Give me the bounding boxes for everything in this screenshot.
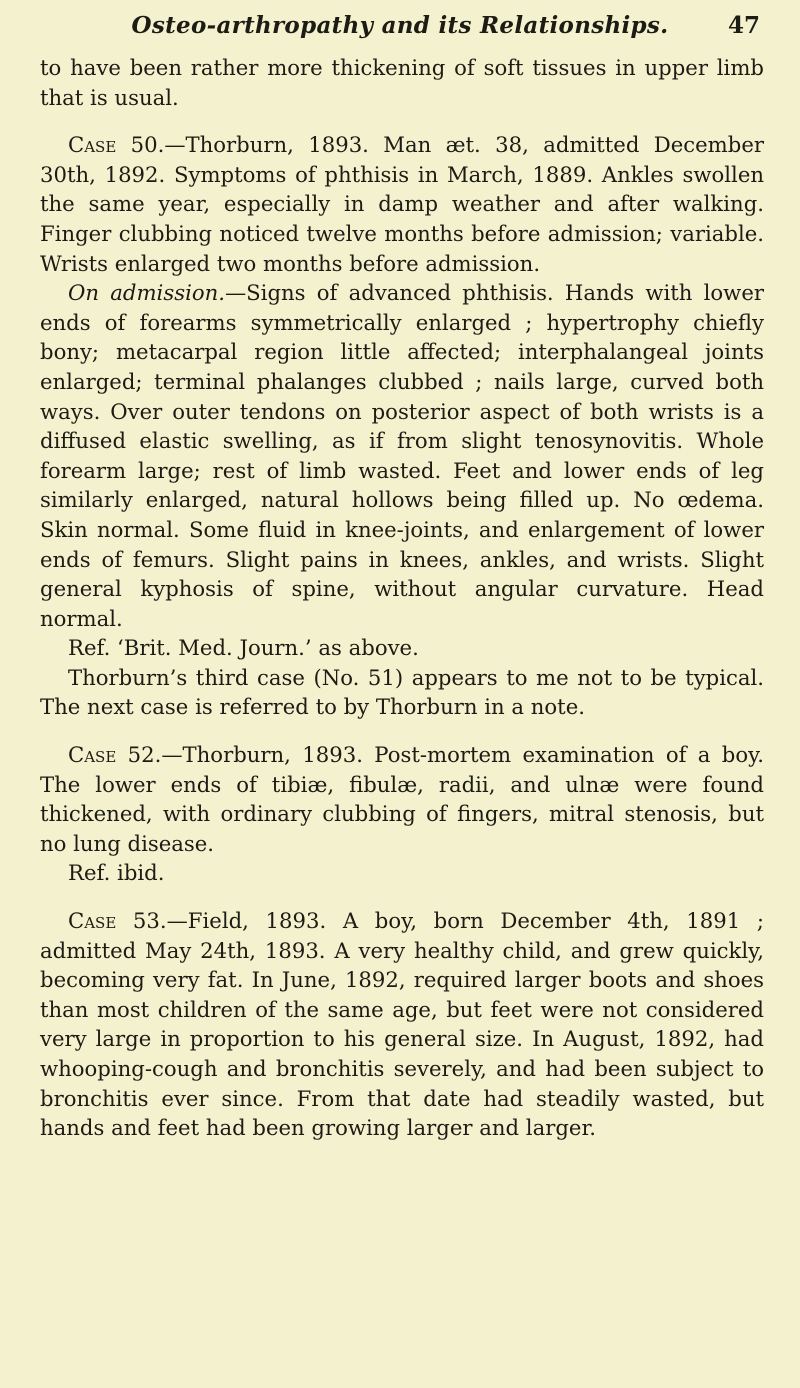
running-head — [36, 12, 764, 48]
case-label: Case — [68, 908, 117, 934]
paragraph-on-admission — [40, 278, 764, 633]
case-label: Case — [68, 132, 117, 158]
on-admission-text: —Signs of advanced phthisis. Hands with lower ends of forearms symmetrically enlarged ; hypertrophy chiefly bony; metacarpal region little affected; interphalangeal joints enlarged; terminal phalanges clubbed ; nails large, curved both ways. Over outer tendons on posterior aspect of both wrists is a diffused elastic swelling, as if from slight tenosynovitis. Whole forearm large; rest of limb wasted. Feet and lower ends of leg similarly enlarged, natural hollows being filled up. No œdema. Skin normal. Some fluid in knee-joints, and enlargement of lower ends of femurs. Slight pains in knees, ankles, and wrists. Slight general kyphosis of spine, without angular curvature. Head normal. — [40, 280, 764, 631]
case-53-text: 53.—Field, 1893. A boy, born December 4th, 1891 ; admitted May 24th, 1893. A very healthy child, and grew quickly, becoming very fat. In June, 1892, required larger boots and shoes than most children of the same age, but feet were not considered very large in proportion to his general size. In August, 1892, had whooping-cough and bronchitis severely, and had been subject to bronchitis ever since. From that date had steadily wasted, but hands and feet had been growing larger and larger. — [40, 908, 764, 1141]
paragraph-reference-ibid: Ref. ibid. — [68, 860, 165, 886]
case-50-text: 50.—Thorburn, 1893. Man æt. 38, admitted December 30th, 1892. Symptoms of phthisis in March, 1889. Ankles swollen the same year, especially in damp weather and after walking. Finger clubbing noticed twelve months before admission; variable. Wrists enlarged two months before admission. — [40, 132, 764, 276]
paragraph-case-53 — [40, 906, 764, 1143]
text-body — [40, 53, 764, 1143]
paragraph-continuation: to have been rather more thickening of soft tissues in upper limb that is usual. — [40, 55, 764, 110]
page-number: 47 — [727, 12, 760, 39]
paragraph-case-52 — [40, 740, 764, 858]
paragraph-reference-brit-med: Ref. ‘Brit. Med. Journ.’ as above. — [68, 635, 419, 661]
paragraph-thorburn-third-case: Thorburn’s third case (No. 51) appears to me not to be typical. The next case is referred to by Thorburn in a note. — [40, 664, 764, 720]
paragraph-case-50 — [40, 130, 764, 278]
running-title: Osteo-arthropathy and its Relationships. — [131, 12, 669, 39]
case-52-text: 52.—Thorburn, 1893. Post-mortem examination of a boy. The lower ends of tibiæ, fibulæ, radii, and ulnæ were found thickened, with ordinary clubbing of fingers, mitral stenosis, but no lung disease. — [40, 742, 764, 856]
on-admission-heading: On admission. — [68, 280, 225, 306]
case-label: Case — [68, 742, 117, 768]
